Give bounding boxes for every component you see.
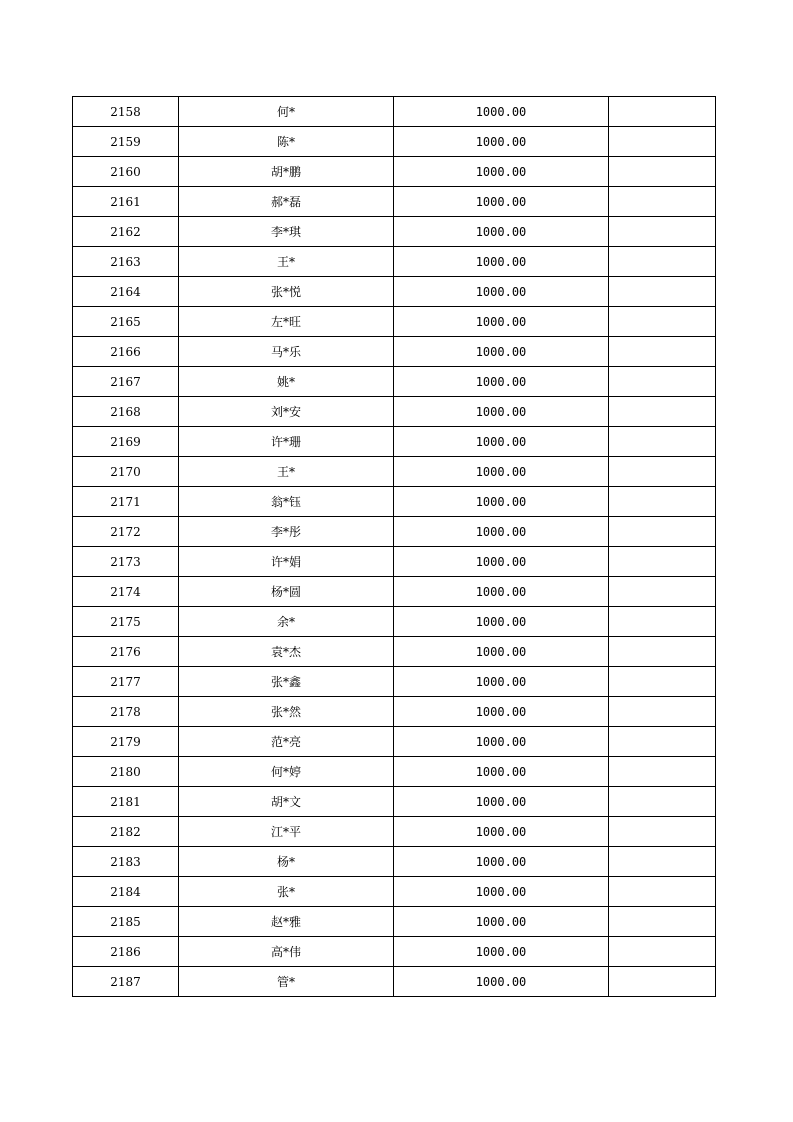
note-cell [609,847,716,877]
note-cell [609,97,716,127]
amount-cell: 1000.00 [394,937,609,967]
amount-cell: 1000.00 [394,847,609,877]
table-row [73,307,716,337]
name-cell: 王* [179,457,394,487]
serial-number-cell: 2166 [73,337,179,367]
table-row [73,607,716,637]
amount-cell: 1000.00 [394,967,609,997]
table-row [73,697,716,727]
serial-number-cell: 2186 [73,937,179,967]
serial-number-cell: 2162 [73,217,179,247]
table-row [73,727,716,757]
name-cell: 何* [179,97,394,127]
serial-number-cell: 2174 [73,577,179,607]
table-row [73,427,716,457]
note-cell [609,247,716,277]
note-cell [609,667,716,697]
note-cell [609,877,716,907]
note-cell [609,547,716,577]
amount-cell: 1000.00 [394,907,609,937]
name-cell: 许*珊 [179,427,394,457]
note-cell [609,577,716,607]
serial-number-cell: 2170 [73,457,179,487]
note-cell [609,187,716,217]
serial-number-cell: 2183 [73,847,179,877]
table-row [73,457,716,487]
amount-cell: 1000.00 [394,187,609,217]
note-cell [609,757,716,787]
table-row [73,367,716,397]
serial-number-cell: 2160 [73,157,179,187]
name-cell: 张*鑫 [179,667,394,697]
amount-cell: 1000.00 [394,367,609,397]
amount-cell: 1000.00 [394,757,609,787]
name-cell: 余* [179,607,394,637]
note-cell [609,397,716,427]
note-cell [609,907,716,937]
amount-cell: 1000.00 [394,727,609,757]
name-cell: 郝*磊 [179,187,394,217]
serial-number-cell: 2165 [73,307,179,337]
name-cell: 张* [179,877,394,907]
serial-number-cell: 2185 [73,907,179,937]
amount-cell: 1000.00 [394,277,609,307]
serial-number-cell: 2172 [73,517,179,547]
table-row [73,577,716,607]
note-cell [609,787,716,817]
amount-cell: 1000.00 [394,127,609,157]
name-cell: 王* [179,247,394,277]
table-row [73,967,716,997]
table-row [73,907,716,937]
table-row [73,277,716,307]
note-cell [609,277,716,307]
name-cell: 杨* [179,847,394,877]
note-cell [609,937,716,967]
name-cell: 刘*安 [179,397,394,427]
name-cell: 杨*圆 [179,577,394,607]
name-cell: 陈* [179,127,394,157]
name-cell: 胡*文 [179,787,394,817]
serial-number-cell: 2175 [73,607,179,637]
serial-number-cell: 2167 [73,367,179,397]
serial-number-cell: 2182 [73,817,179,847]
note-cell [609,307,716,337]
amount-cell: 1000.00 [394,487,609,517]
note-cell [609,127,716,157]
name-cell: 袁*杰 [179,637,394,667]
amount-cell: 1000.00 [394,337,609,367]
serial-number-cell: 2184 [73,877,179,907]
note-cell [609,217,716,247]
note-cell [609,367,716,397]
amount-cell: 1000.00 [394,547,609,577]
name-cell: 江*平 [179,817,394,847]
note-cell [609,487,716,517]
table-row [73,337,716,367]
serial-number-cell: 2163 [73,247,179,277]
table-row [73,637,716,667]
note-cell [609,607,716,637]
note-cell [609,697,716,727]
roster-table-body [73,97,716,997]
serial-number-cell: 2180 [73,757,179,787]
name-cell: 张*然 [179,697,394,727]
table-row [73,757,716,787]
table-row [73,487,716,517]
note-cell [609,637,716,667]
amount-cell: 1000.00 [394,577,609,607]
table-row [73,397,716,427]
note-cell [609,157,716,187]
table-row [73,877,716,907]
note-cell [609,517,716,547]
name-cell: 翁*钰 [179,487,394,517]
amount-cell: 1000.00 [394,607,609,637]
serial-number-cell: 2161 [73,187,179,217]
table-row [73,787,716,817]
table-row [73,247,716,277]
name-cell: 管* [179,967,394,997]
serial-number-cell: 2168 [73,397,179,427]
amount-cell: 1000.00 [394,667,609,697]
name-cell: 姚* [179,367,394,397]
note-cell [609,817,716,847]
name-cell: 高*伟 [179,937,394,967]
table-row [73,667,716,697]
amount-cell: 1000.00 [394,877,609,907]
table-row [73,817,716,847]
serial-number-cell: 2178 [73,697,179,727]
serial-number-cell: 2177 [73,667,179,697]
serial-number-cell: 2164 [73,277,179,307]
amount-cell: 1000.00 [394,697,609,727]
amount-cell: 1000.00 [394,517,609,547]
note-cell [609,337,716,367]
note-cell [609,457,716,487]
table-row [73,547,716,577]
serial-number-cell: 2176 [73,637,179,667]
amount-cell: 1000.00 [394,247,609,277]
amount-cell: 1000.00 [394,307,609,337]
amount-cell: 1000.00 [394,637,609,667]
serial-number-cell: 2173 [73,547,179,577]
amount-cell: 1000.00 [394,97,609,127]
note-cell [609,727,716,757]
amount-cell: 1000.00 [394,397,609,427]
serial-number-cell: 2181 [73,787,179,817]
amount-cell: 1000.00 [394,157,609,187]
note-cell [609,967,716,997]
amount-cell: 1000.00 [394,817,609,847]
amount-cell: 1000.00 [394,427,609,457]
roster-table [72,96,716,997]
table-row [73,517,716,547]
serial-number-cell: 2169 [73,427,179,457]
table-row [73,187,716,217]
table-row [73,217,716,247]
name-cell: 张*悦 [179,277,394,307]
table-row [73,127,716,157]
table-row [73,97,716,127]
table-row [73,847,716,877]
serial-number-cell: 2179 [73,727,179,757]
serial-number-cell: 2187 [73,967,179,997]
note-cell [609,427,716,457]
name-cell: 胡*鹏 [179,157,394,187]
serial-number-cell: 2171 [73,487,179,517]
name-cell: 李*彤 [179,517,394,547]
table-row [73,937,716,967]
amount-cell: 1000.00 [394,787,609,817]
name-cell: 左*旺 [179,307,394,337]
serial-number-cell: 2158 [73,97,179,127]
serial-number-cell: 2159 [73,127,179,157]
name-cell: 李*琪 [179,217,394,247]
amount-cell: 1000.00 [394,217,609,247]
name-cell: 许*娟 [179,547,394,577]
amount-cell: 1000.00 [394,457,609,487]
name-cell: 范*亮 [179,727,394,757]
name-cell: 赵*雅 [179,907,394,937]
name-cell: 马*乐 [179,337,394,367]
name-cell: 何*婷 [179,757,394,787]
table-row [73,157,716,187]
